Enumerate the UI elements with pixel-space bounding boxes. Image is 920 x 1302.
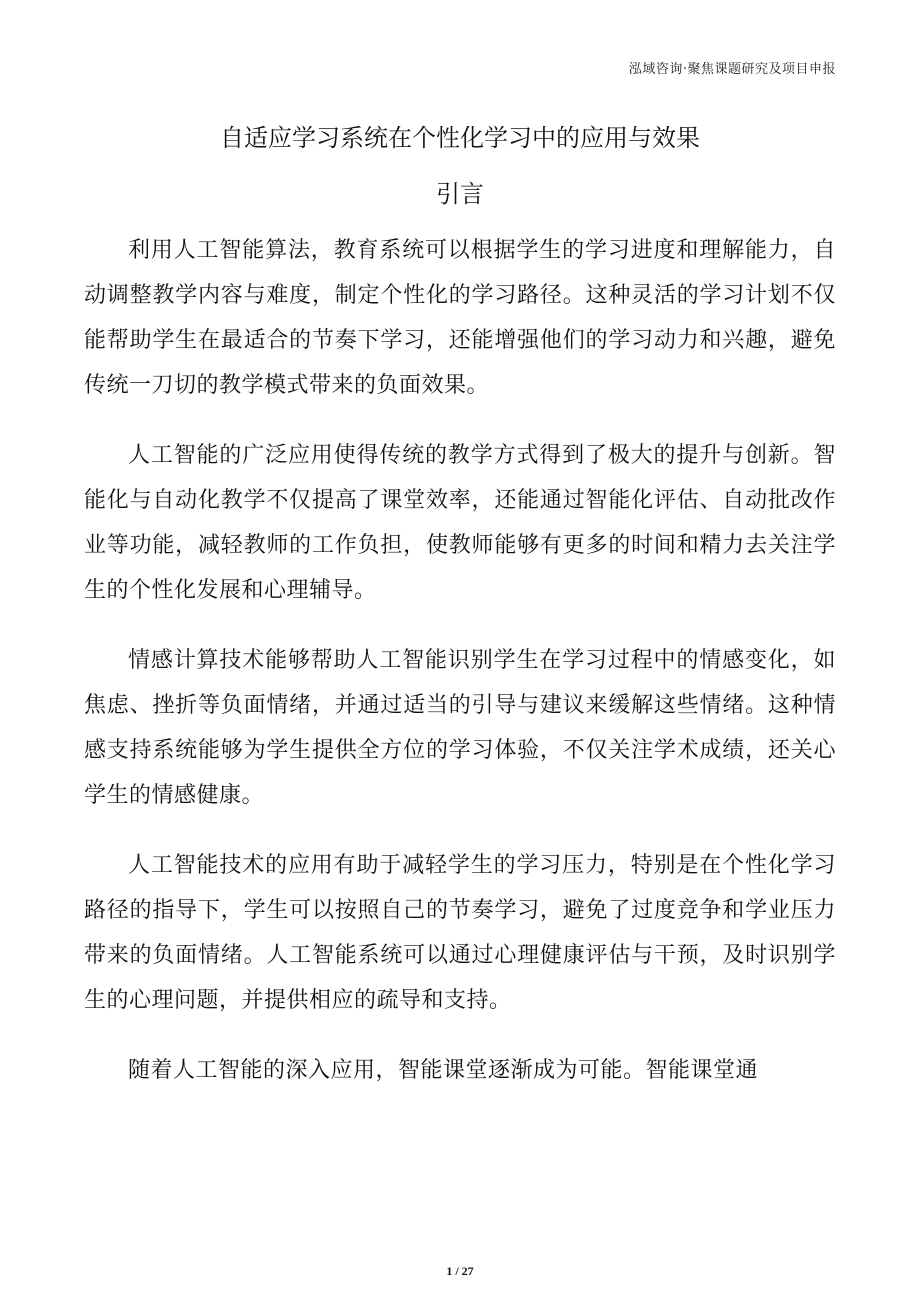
page-title: 自适应学习系统在个性化学习中的应用与效果 <box>220 124 700 152</box>
paragraph: 随着人工智能的深入应用，智能课堂逐渐成为可能。智能课堂通 <box>128 1058 759 1083</box>
document-body <box>84 228 836 1118</box>
paragraph: 人工智能技术的应用有助于减轻学生的学习压力，特别是在个性化学习路径的指导下，学生可以按照自己的节奏学习，避免了过度竞争和学业压力带来的负面情绪。人工智能系统可以通过心理健康评估与干预，及时识别学生的心理问题，并提供相应的疏导和支持。 <box>84 853 836 1013</box>
paragraph: 情感计算技术能够帮助人工智能识别学生在学习过程中的情感变化，如焦虑、挫折等负面情绪，并通过适当的引导与建议来缓解这些情绪。这种情感支持系统能够为学生提供全方位的学习体验，不仅关注学术成绩，还关心学生的情感健康。 <box>84 648 836 808</box>
paragraph: 人工智能的广泛应用使得传统的教学方式得到了极大的提升与创新。智能化与自动化教学不仅提高了课堂效率，还能通过智能化评估、自动批改作业等功能，减轻教师的工作负担，使教师能够有更多的时间和精力去关注学生的个性化发展和心理辅导。 <box>84 443 836 603</box>
section-heading-introduction: 引言 <box>436 180 484 208</box>
paragraph: 利用人工智能算法，教育系统可以根据学生的学习进度和理解能力，自动调整教学内容与难度，制定个性化的学习路径。这种灵活的学习计划不仅能帮助学生在最适合的节奏下学习，还能增强他们的学习动力和兴趣，避免传统一刀切的教学模式带来的负面效果。 <box>84 238 836 398</box>
header-note: 泓域咨询·聚焦课题研究及项目申报 <box>628 62 836 77</box>
page-number: 1 / 27 <box>446 1264 474 1278</box>
